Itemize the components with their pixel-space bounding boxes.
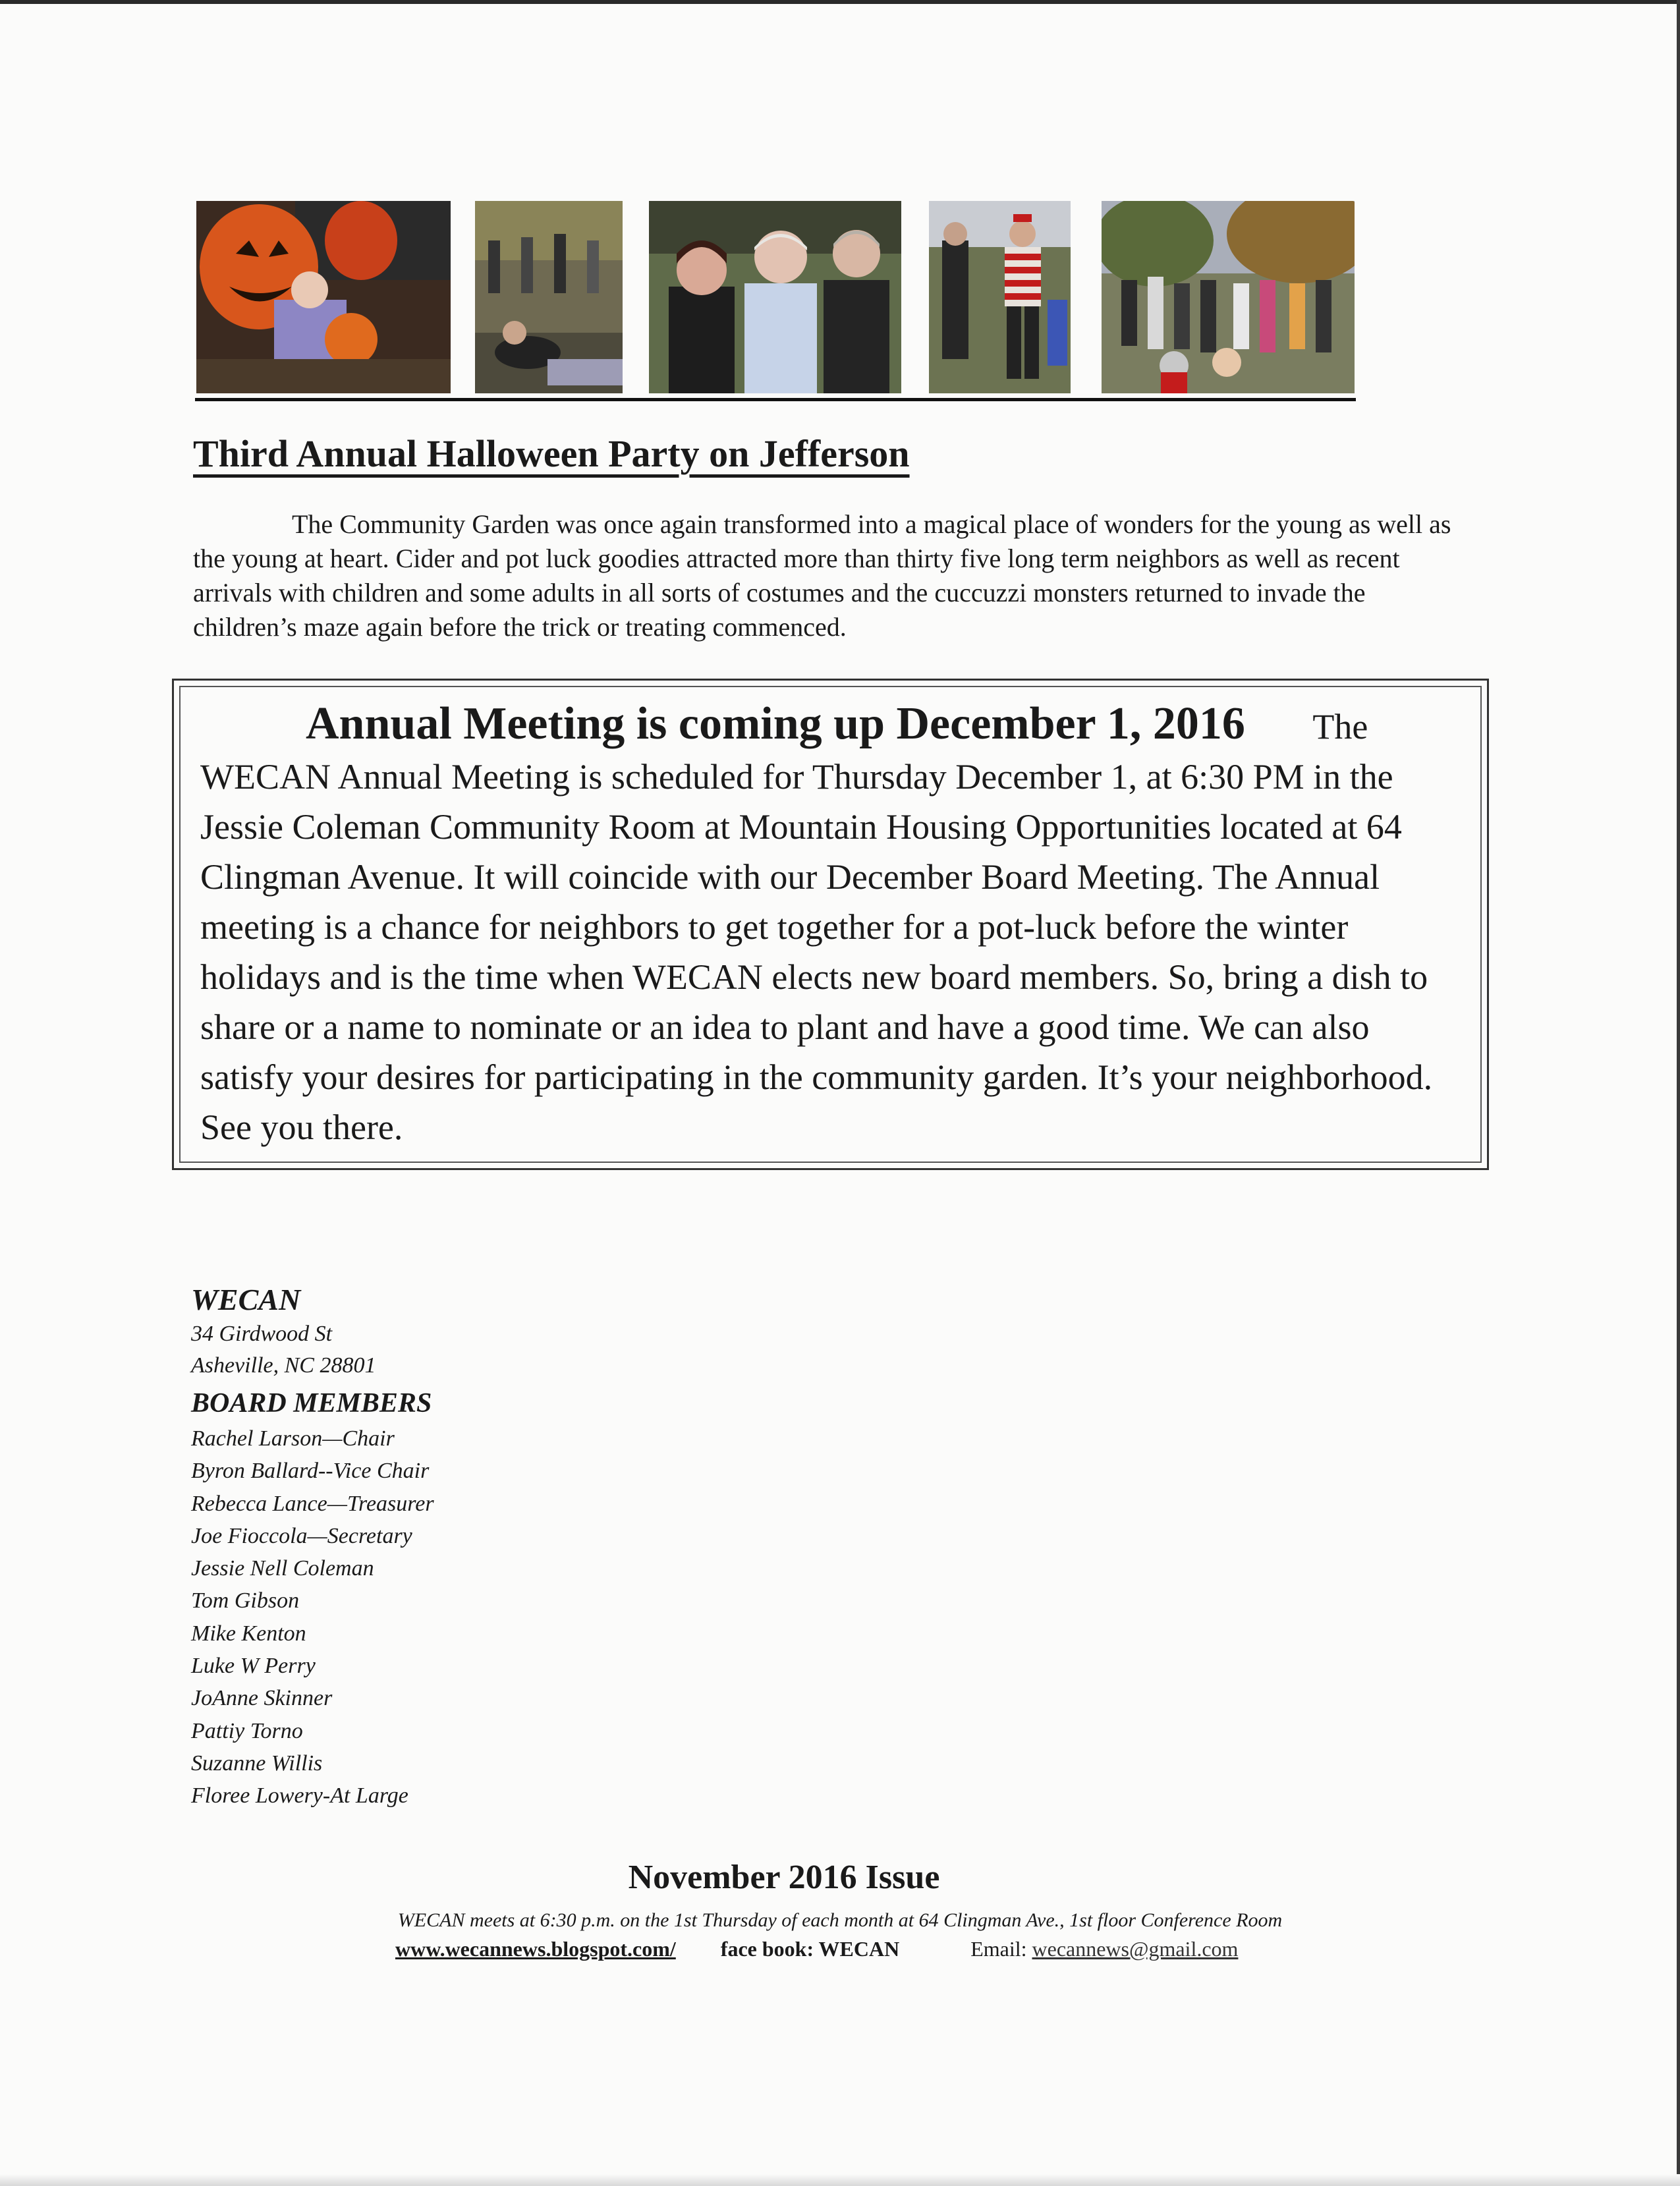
email-link[interactable]: wecannews@gmail.com xyxy=(1032,1937,1239,1961)
board-member: JoAnne Skinner xyxy=(191,1686,333,1711)
photo-garden-gathering xyxy=(1102,201,1355,393)
scan-edge-right xyxy=(1677,0,1680,2186)
org-address-line1: 34 Girdwood St xyxy=(191,1322,333,1346)
halloween-title: Third Annual Halloween Party on Jefferson xyxy=(193,432,910,475)
board-member: Joe Fioccola—Secretary xyxy=(191,1523,412,1548)
board-member: Luke W Perry xyxy=(191,1654,316,1679)
scan-edge-top xyxy=(0,0,1680,4)
board-member: Floree Lowery-At Large xyxy=(191,1783,408,1808)
photo-pumpkin-costume xyxy=(196,201,451,393)
photo-strip-rule xyxy=(195,398,1356,401)
contact-links xyxy=(395,1937,1238,1961)
photo-costumed-guests xyxy=(929,201,1071,393)
board-member: Jessie Nell Coleman xyxy=(191,1556,374,1581)
org-block xyxy=(191,1281,434,1812)
scan-edge-bottom xyxy=(0,2174,1680,2186)
issue-label: November 2016 Issue xyxy=(628,1859,940,1896)
blog-link[interactable]: www.wecannews.blogspot.com/ xyxy=(395,1937,676,1961)
org-name: WECAN xyxy=(191,1283,301,1316)
annual-meeting-body: The WECAN Annual Meeting is scheduled for Thursday December 1, at 6:30 PM in the Jessie Coleman Community Room at Mountain Housing Opportunities located at 64 Clingman Avenue. It will coincide with our December Board Meeting. The Annual meeting is a chance for neighbors to get together for a pot-luck before the winter holidays and is the time when WECAN elects new board members. So, bring a dish to share or a name to nominate or an idea to plant and have a good time. We can also satisfy your desires for participating in the community garden. It’s your neighborhood. See you there. xyxy=(200,707,1433,1147)
board-member: Tom Gibson xyxy=(191,1588,300,1613)
org-address-line2: Asheville, NC 28801 xyxy=(191,1353,376,1378)
email-label: Email: xyxy=(970,1937,1027,1961)
photo-picnic-crowd xyxy=(475,201,623,393)
annual-meeting-box xyxy=(172,679,1489,1170)
facebook-label: face book: WECAN xyxy=(720,1937,900,1961)
annual-meeting-text xyxy=(179,686,1482,1163)
board-member: Pattiy Torno xyxy=(191,1718,303,1743)
board-member: Rachel Larson—Chair xyxy=(191,1426,395,1451)
halloween-body: The Community Garden was once again transformed into a magical place of wonders for the young as well as the young at heart. Cider and pot luck goodies attracted more than thirty five long term neighbors as well as recent arrivals with children and some adults in all sorts of costumes and the cuccuzzi monsters returned to invade the children’s maze again before the trick or treating commenced. xyxy=(193,509,1451,642)
board-member: Suzanne Willis xyxy=(191,1751,323,1776)
board-member: Byron Ballard--Vice Chair xyxy=(191,1459,430,1484)
board-member: Rebecca Lance—Treasurer xyxy=(191,1491,434,1516)
meeting-schedule: WECAN meets at 6:30 p.m. on the 1st Thursday of each month at 64 Clingman Ave., 1st floor Conference Room xyxy=(397,1909,1283,1931)
board-member: Mike Kenton xyxy=(191,1621,306,1646)
annual-meeting-title: Annual Meeting is coming up December 1, 2016 xyxy=(306,698,1245,749)
photo-three-women xyxy=(649,201,901,393)
board-heading: BOARD MEMBERS xyxy=(191,1388,432,1418)
